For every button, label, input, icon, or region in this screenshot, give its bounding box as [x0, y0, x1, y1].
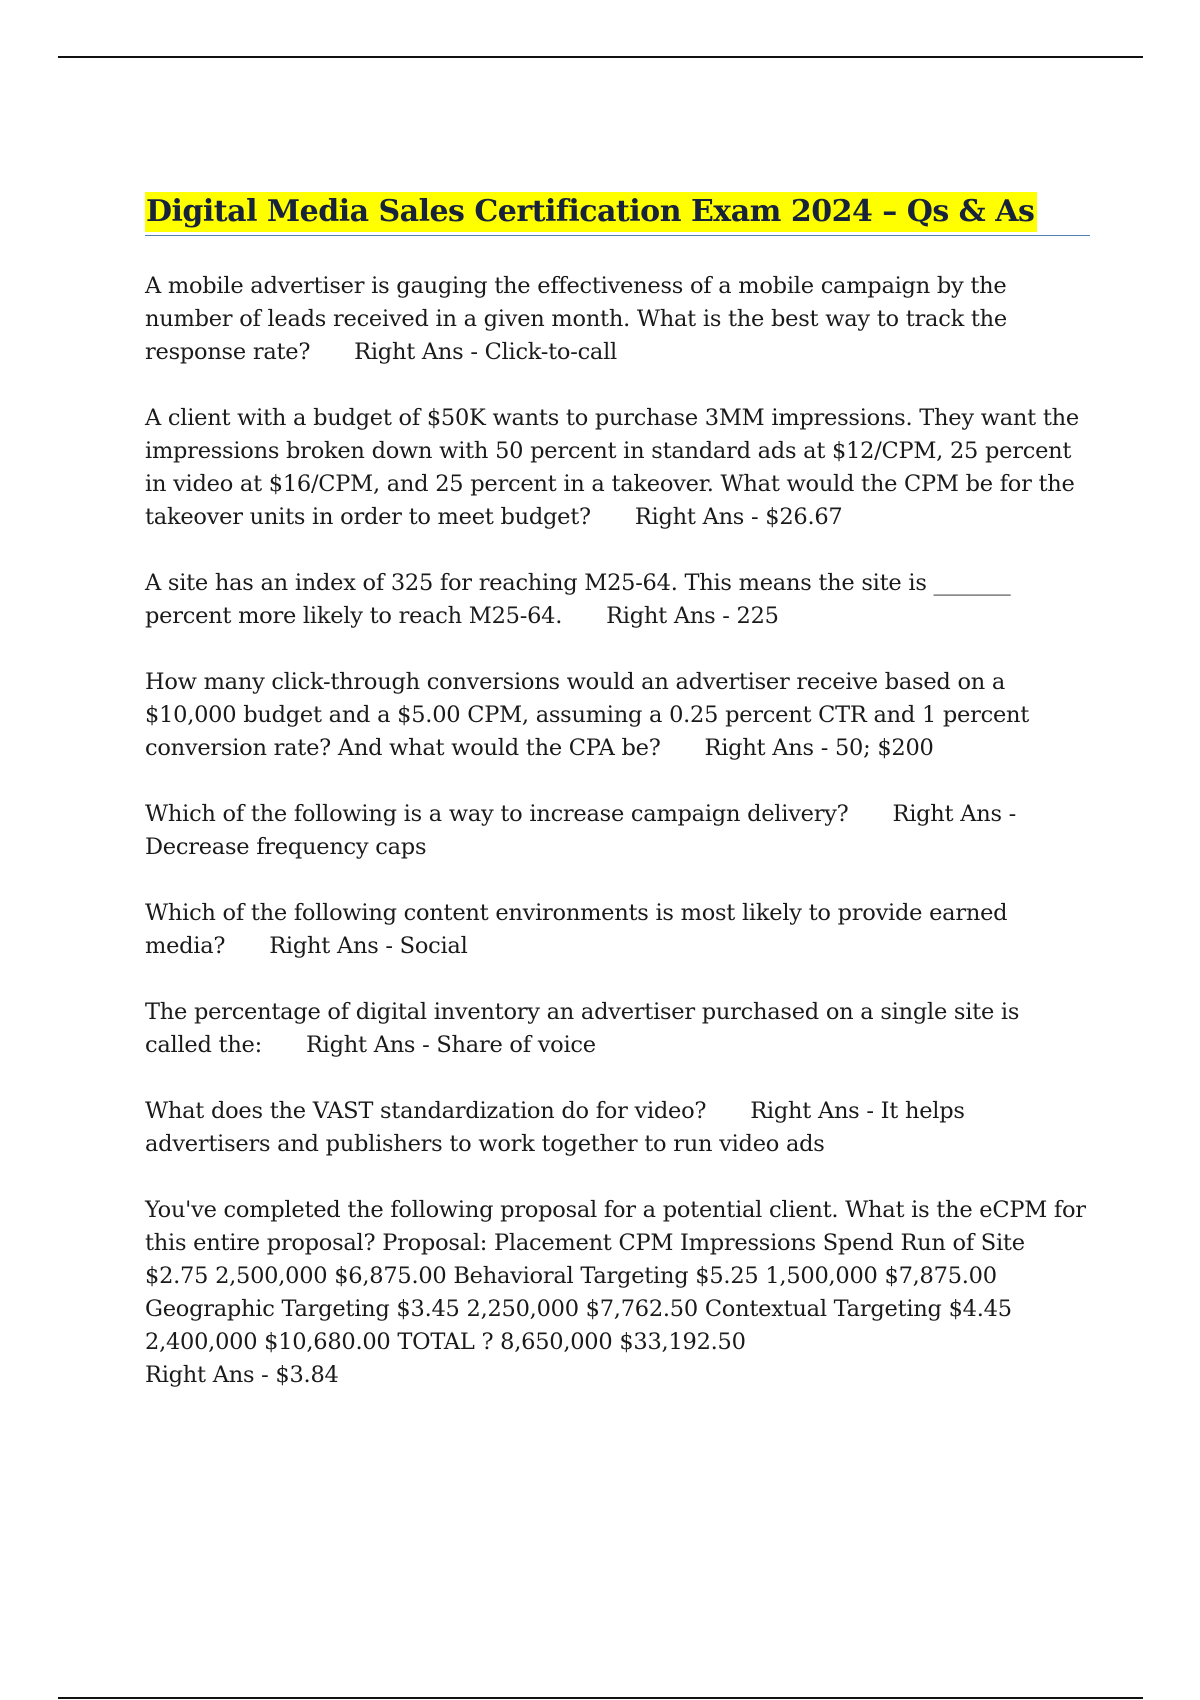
answer-prefix: Right Ans - — [892, 801, 1017, 827]
question-text: Which of the following is a way to increase campaign delivery? — [145, 801, 849, 827]
qa-item — [145, 666, 1090, 765]
qa-item — [145, 1095, 1090, 1161]
top-page-rule — [58, 56, 1143, 58]
page-title: Digital Media Sales Certification Exam 2024 – Qs & As — [145, 192, 1037, 232]
answer-prefix: Right Ans - — [750, 1098, 881, 1124]
answer-text: Social — [399, 933, 468, 959]
question-text: You've completed the following proposal for a potential client. What is the eCPM for this entire proposal? Proposal: Placement CPM Impressions Spend Run of Site $2.75 2,500,000 $6,875.00 Behavioral Targeting $5.25 1,500,000 $7,875.00 Geographic Targeting $3.45 2,250,000 $7,762.50 Contextual Targeting $4.45 2,400,000 $10,680.00 TOTAL ? 8,650,000 $33,192.50 — [145, 1197, 1086, 1355]
answer-text: 50; $200 — [834, 735, 934, 761]
answer-prefix: Right Ans - — [145, 1362, 276, 1388]
answer-text: Decrease frequency caps — [145, 834, 427, 860]
qa-item — [145, 996, 1090, 1062]
answer-text: $26.67 — [765, 504, 843, 530]
answer-text: Share of voice — [436, 1032, 596, 1058]
qa-item — [145, 567, 1090, 633]
question-text: What does the VAST standardization do for video? — [145, 1098, 707, 1124]
answer-prefix: Right Ans - — [305, 1032, 437, 1058]
qa-item — [145, 1194, 1090, 1392]
answer-text: Click-to-call — [484, 339, 617, 365]
question-text: The percentage of digital inventory an advertiser purchased on a single site is called the: — [145, 999, 1020, 1058]
question-text: A site has an index of 325 for reaching M25-64. This means the site is _______ percent more likely to reach M25-64. — [145, 570, 1011, 629]
qa-item — [145, 402, 1090, 534]
title-block — [145, 192, 1090, 236]
question-text: Which of the following content environments is most likely to provide earned media? — [145, 900, 1008, 959]
answer-prefix: Right Ans - — [354, 339, 485, 365]
answer-prefix: Right Ans - — [606, 603, 737, 629]
qa-item — [145, 270, 1090, 369]
answer-text: 225 — [736, 603, 779, 629]
answer-prefix: Right Ans - — [634, 504, 766, 530]
answer-prefix: Right Ans - — [269, 933, 400, 959]
document-body — [145, 192, 1090, 1425]
answer-text: $3.84 — [275, 1362, 339, 1388]
answer-prefix: Right Ans - — [704, 735, 835, 761]
question-text: A mobile advertiser is gauging the effectiveness of a mobile campaign by the number of leads received in a given month. What is the best way to track the response rate? — [145, 273, 1007, 365]
bottom-page-rule — [58, 1697, 1143, 1699]
answer-text: It helps advertisers and publishers to work together to run video ads — [145, 1098, 965, 1157]
question-text: A client with a budget of $50K wants to purchase 3MM impressions. They want the impressions broken down with 50 percent in standard ads at $12/CPM, 25 percent in video at $16/CPM, and 25 percent in a takeover. What would the CPM be for the takeover units in order to meet budget? — [145, 405, 1079, 530]
qa-item — [145, 798, 1090, 864]
qa-item — [145, 897, 1090, 963]
question-text: How many click-through conversions would an advertiser receive based on a $10,000 budget and a $5.00 CPM, assuming a 0.25 percent CTR and 1 percent conversion rate? And what would the CPA be? — [145, 669, 1030, 761]
